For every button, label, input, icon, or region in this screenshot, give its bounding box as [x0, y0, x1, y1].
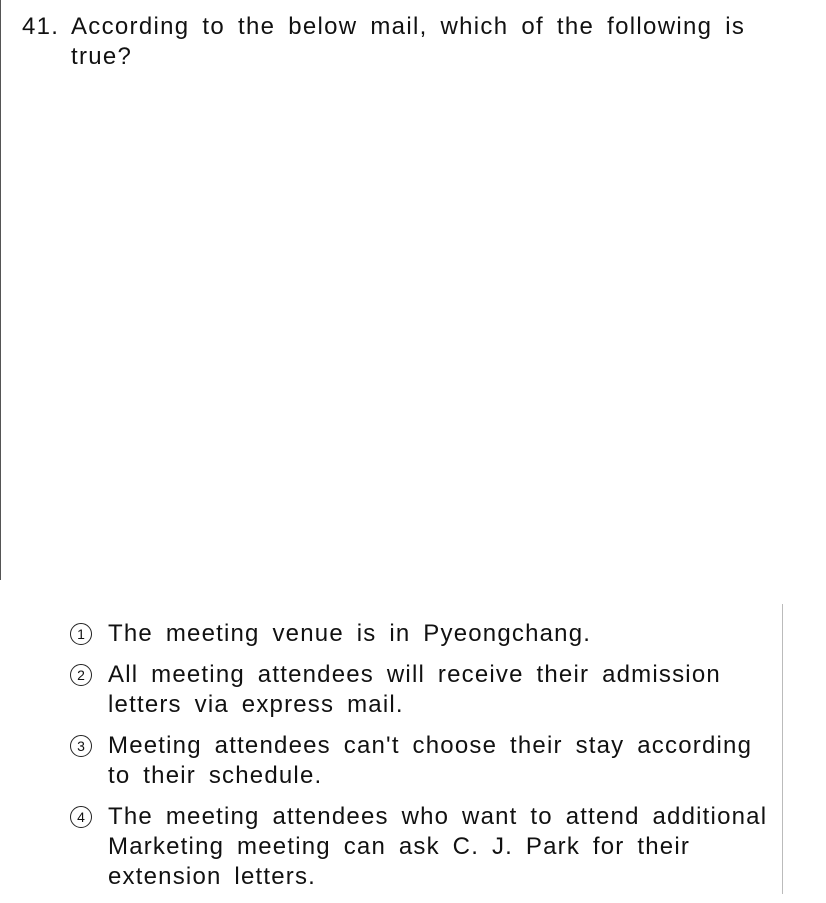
option-2-marker: 2	[70, 664, 92, 686]
question-number: 41.	[22, 13, 60, 40]
answer-options	[70, 619, 770, 903]
left-margin-rule	[0, 0, 1, 580]
option-4-text: The meeting attendees who want to attend additional Marketing meeting can ask C. J. Park for their extension letters.	[108, 803, 768, 890]
option-3-text: Meeting attendees can't choose their stay according to their schedule.	[108, 732, 753, 789]
option-3[interactable]	[70, 731, 770, 791]
option-4[interactable]	[70, 802, 770, 892]
option-1-marker: 1	[70, 623, 92, 645]
right-margin-rule	[782, 604, 783, 894]
question	[22, 12, 762, 72]
option-2-text: All meeting attendees will receive their admission letters via express mail.	[108, 661, 721, 718]
option-2[interactable]	[70, 660, 770, 720]
option-3-marker: 3	[70, 735, 92, 757]
question-text: According to the below mail, which of the following is true?	[71, 13, 746, 70]
option-1[interactable]	[70, 619, 770, 649]
option-4-marker: 4	[70, 806, 92, 828]
option-1-text: The meeting venue is in Pyeongchang.	[108, 620, 592, 647]
